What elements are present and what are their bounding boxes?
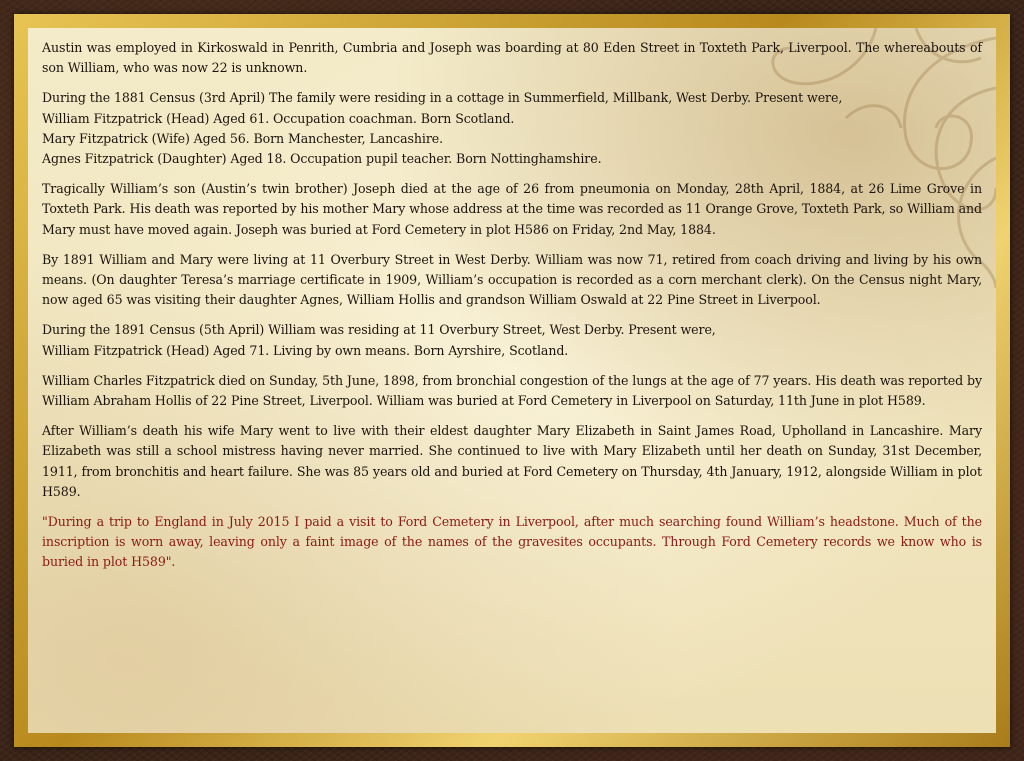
- paragraph-william-death: William Charles Fitzpatrick died on Sunday, 5th June, 1898, from bronchial congestion of the lungs at the age of 77 years. His death was reported by William Abraham Hollis of 22 Pine Street, Liverpool. William was buried at Ford Cemetery in Liverpool on Saturday, 11th June in plot H589.: [42, 372, 982, 409]
- gold-frame: [14, 14, 1010, 747]
- paragraph-mary-later-life: After William’s death his wife Mary went to live with their eldest daughter Mary Elizabeth in Saint James Road, Upholland in Lancashire. Mary Elizabeth was still a school mistress having never married. She continued to live with Mary Elizabeth until her death on Sunday, 31st December, 1911, from bronchitis and heart failure. She was 85 years old and buried at Ford Cemetery on Thursday, 4th January, 1912, alongside William in plot H589.: [42, 423, 982, 499]
- author-quote: "During a trip to England in July 2015 I paid a visit to Ford Cemetery in Liverpool, after much searching found William’s headstone. Much of the inscription is worn away, leaving only a faint image of the names of the gravesites occupants. Through Ford Cemetery records we know who is buried in plot H589".: [42, 514, 982, 570]
- parchment-page: [28, 28, 996, 733]
- census-1881-member: Agnes Fitzpatrick (Daughter) Aged 18. Occupation pupil teacher. Born Nottinghamshire.: [42, 151, 602, 167]
- census-1881-member: Mary Fitzpatrick (Wife) Aged 56. Born Manchester, Lancashire.: [42, 130, 444, 146]
- census-1881-member: William Fitzpatrick (Head) Aged 61. Occupation coachman. Born Scotland.: [42, 110, 515, 126]
- census-1891-member: William Fitzpatrick (Head) Aged 71. Living by own means. Born Ayrshire, Scotland.: [42, 342, 569, 358]
- census-1881-block: [42, 88, 982, 169]
- census-1891-block: [42, 320, 982, 360]
- paragraph-whereabouts: Austin was employed in Kirkoswald in Penrith, Cumbria and Joseph was boarding at 80 Eden Street in Toxteth Park, Liverpool. The whereabouts of son William, who was now 22 is unknown.: [42, 40, 982, 76]
- paragraph-1891: By 1891 William and Mary were living at 11 Overbury Street in West Derby. William was now 71, retired from coach driving and living by his own means. (On daughter Teresa’s marriage certificate in 1909, William’s occupation is recorded as a corn merchant clerk). On the Census night Mary, now aged 65 was visiting their daughter Agnes, William Hollis and grandson William Oswald at 22 Pine Street in Liverpool.: [42, 251, 982, 308]
- paragraph-joseph-death: Tragically William’s son (Austin’s twin brother) Joseph died at the age of 26 from pneumonia on Monday, 28th April, 1884, at 26 Lime Grove in Toxteth Park. His death was reported by his mother Mary whose address at the time was recorded as 11 Orange Grove, Toxteth Park, so William and Mary must have moved again. Joseph was buried at Ford Cemetery in plot H586 on Friday, 2nd May, 1884.: [42, 181, 982, 237]
- census-1881-intro: During the 1881 Census (3rd April) The family were residing in a cottage in Summerfield, Millbank, West Derby. Present were,: [42, 90, 843, 106]
- biography-text: [42, 38, 982, 583]
- census-1891-intro: During the 1891 Census (5th April) William was residing at 11 Overbury Street, West Derby. Present were,: [42, 322, 716, 338]
